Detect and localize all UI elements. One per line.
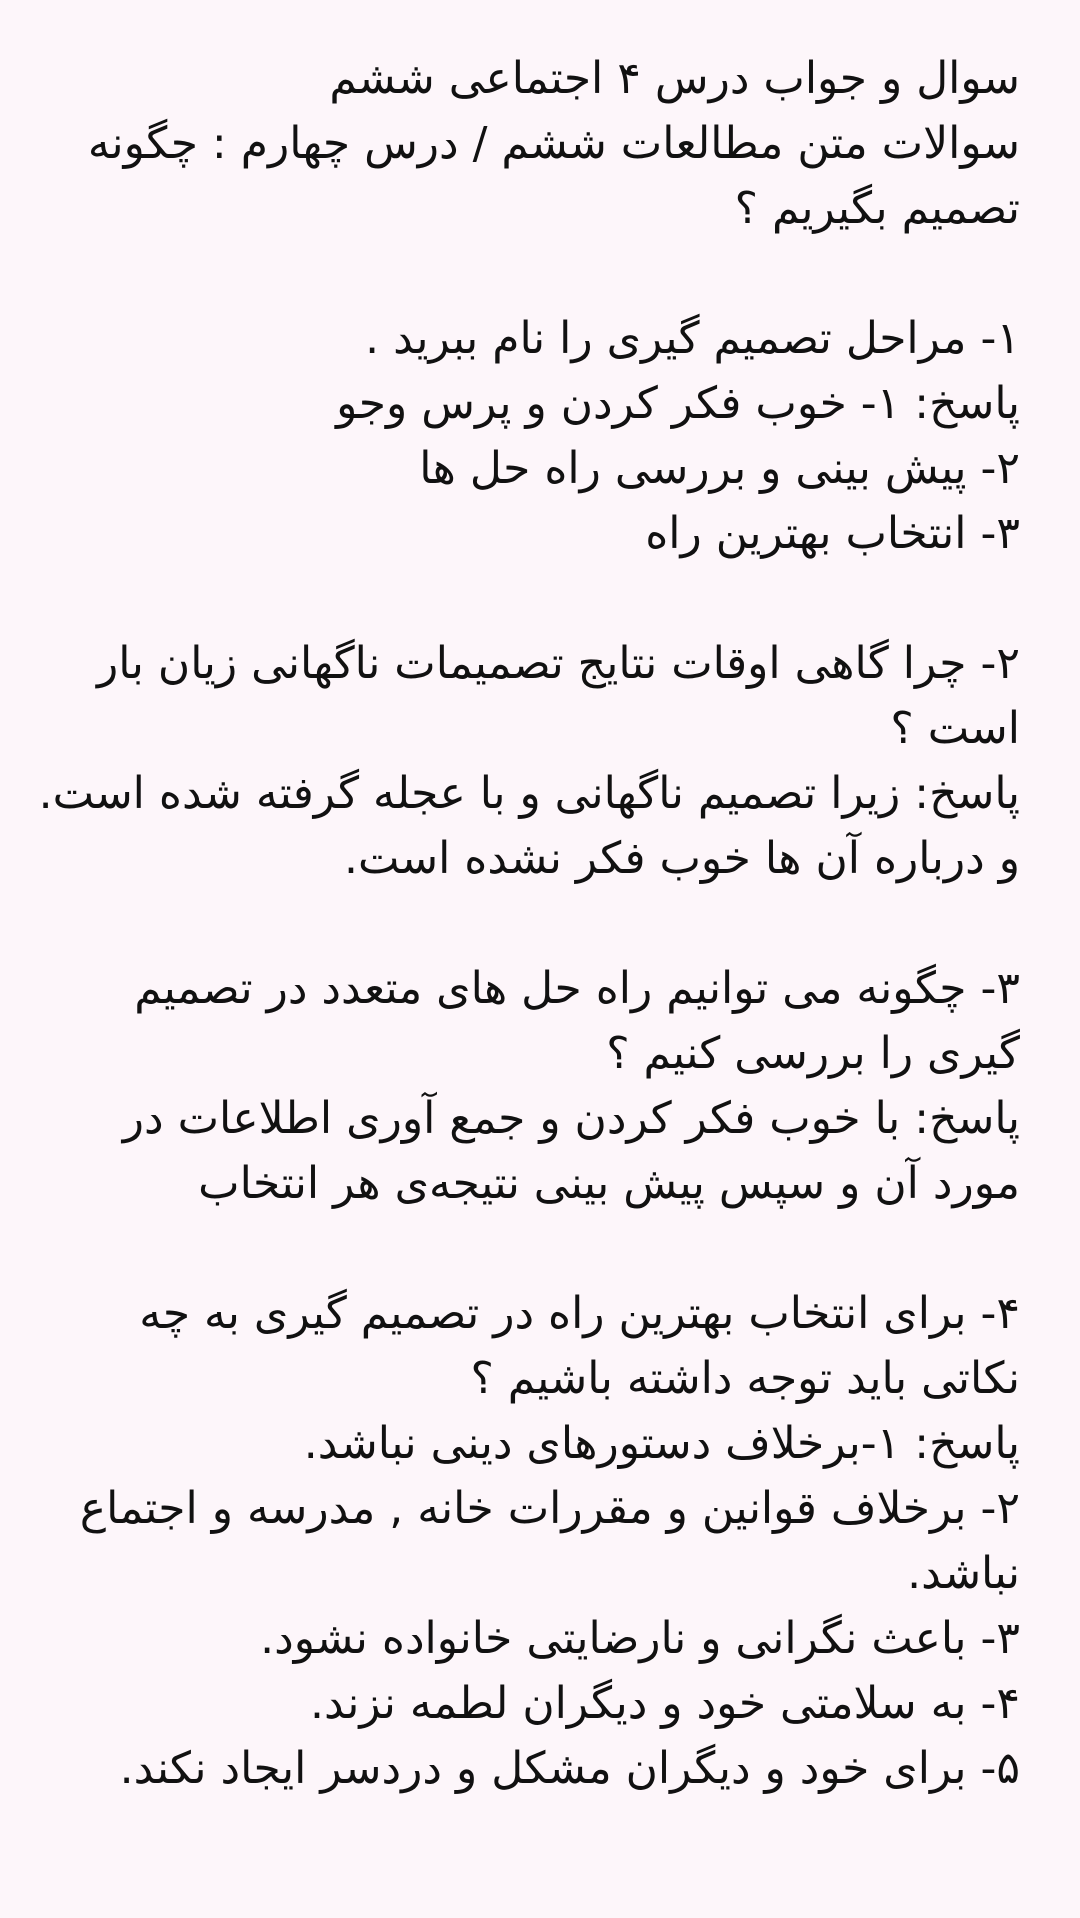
question-block-2 bbox=[38, 631, 1020, 891]
question-3-text: ۳- چگونه می توانیم راه حل های متعدد در تصمیم bbox=[134, 963, 1020, 1014]
question-block-1 bbox=[60, 306, 1020, 566]
question-2-text: ۲- چرا گاهی اوقات نتایج تصمیمات ناگهانی زیان بار bbox=[97, 638, 1020, 689]
answer-4-line: پاسخ: ۱-برخلاف دستورهای دینی نباشد. bbox=[303, 1418, 1020, 1469]
paragraph-gap bbox=[60, 566, 1020, 631]
answer-3-line: مورد آن و سپس پیش بینی نتیجه‌ی هر انتخاب bbox=[198, 1158, 1020, 1209]
answer-1-line: ۳- انتخاب بهترین راه bbox=[645, 508, 1020, 559]
question-3-text: گیری را بررسی کنیم ؟ bbox=[606, 1028, 1020, 1079]
answer-3-line: پاسخ: با خوب فکر کردن و جمع آوری اطلاعات در bbox=[122, 1093, 1020, 1144]
question-4-text: نکاتی باید توجه داشته باشیم ؟ bbox=[470, 1353, 1020, 1404]
paragraph-gap bbox=[60, 891, 1020, 956]
answer-2-line: و درباره آن ها خوب فکر نشده است. bbox=[344, 833, 1020, 884]
document-body bbox=[38, 46, 1020, 1801]
question-2-text: است ؟ bbox=[890, 703, 1020, 754]
answer-4-line: ۴- به سلامتی خود و دیگران لطمه نزند. bbox=[309, 1678, 1020, 1729]
answer-4-line: ۵- برای خود و دیگران مشکل و دردسر ایجاد نکند. bbox=[119, 1743, 1020, 1794]
question-block-3 bbox=[60, 956, 1020, 1216]
answer-1-line: پاسخ: ۱- خوب فکر کردن و پرس وجو bbox=[336, 378, 1020, 429]
answer-4-line: نباشد. bbox=[907, 1548, 1020, 1599]
question-1-text: ۱- مراحل تصمیم گیری را نام ببرید . bbox=[365, 313, 1020, 364]
question-4-text: ۴- برای انتخاب بهترین راه در تصمیم گیری به چه bbox=[139, 1288, 1020, 1339]
answer-1-line: ۲- پیش بینی و بررسی راه حل ها bbox=[419, 443, 1020, 494]
answer-4-line: ۲- برخلاف قوانین و مقررات خانه , مدرسه و اجتماع bbox=[79, 1483, 1020, 1534]
question-block-4 bbox=[60, 1281, 1020, 1801]
paragraph-gap bbox=[60, 1216, 1020, 1281]
document-title: سوال و جواب درس ۴ اجتماعی ششم bbox=[329, 53, 1020, 104]
answer-4-line: ۳- باعث نگرانی و نارضایتی خانواده نشود. bbox=[260, 1613, 1020, 1664]
answer-2-line: پاسخ: زیرا تصمیم ناگهانی و با عجله گرفته شده است. bbox=[38, 768, 1020, 819]
subtitle-line: سوالات متن مطالعات ششم / درس چهارم : چگونه bbox=[87, 118, 1020, 169]
subtitle-line: تصمیم بگیریم ؟ bbox=[734, 183, 1020, 234]
paragraph-gap bbox=[60, 241, 1020, 306]
